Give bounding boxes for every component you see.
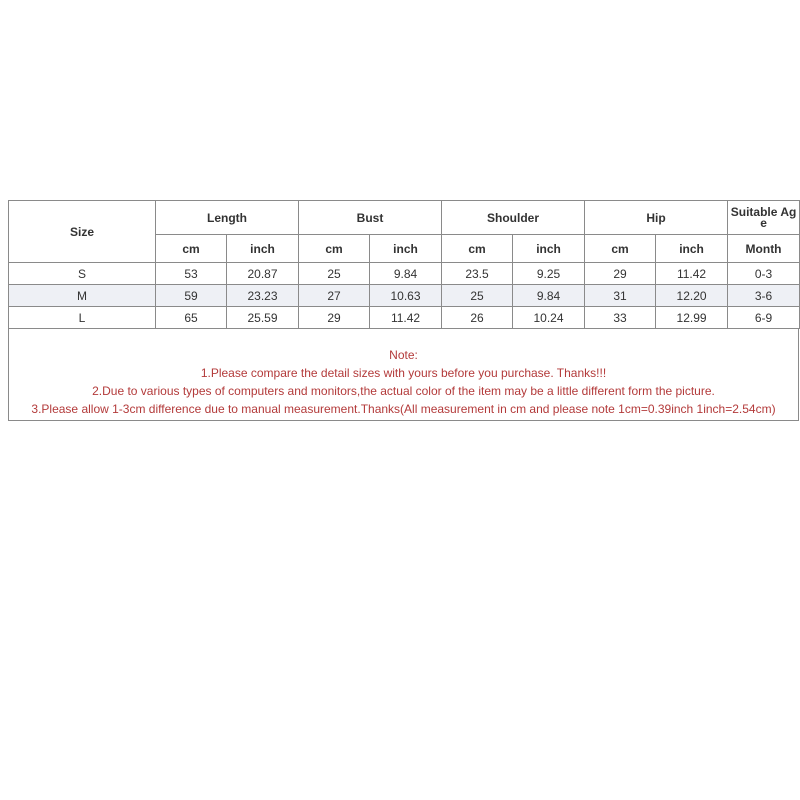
table-cell: M — [9, 285, 156, 307]
table-cell: 25.59 — [227, 307, 299, 329]
suitable-age-header: Suitable Age — [728, 201, 800, 235]
table-cell: 31 — [585, 285, 656, 307]
note-box — [8, 329, 799, 421]
table-cell: 29 — [585, 263, 656, 285]
note-title: Note: — [389, 348, 418, 362]
table-cell: 3-6 — [728, 285, 800, 307]
table-cell: 33 — [585, 307, 656, 329]
unit-header: inch — [513, 235, 585, 263]
table-cell: 65 — [156, 307, 227, 329]
table-cell: 53 — [156, 263, 227, 285]
table-cell: 25 — [442, 285, 513, 307]
size-header: Size — [9, 201, 156, 263]
size-table — [8, 200, 800, 329]
table-row — [9, 307, 800, 329]
note-line: 3.Please allow 1-3cm difference due to manual measurement.Thanks(All measurement in cm and please note 1cm=0.39inch 1inch=2.54cm) — [31, 402, 776, 416]
unit-header: cm — [585, 235, 656, 263]
bust-header: Bust — [299, 201, 442, 235]
table-cell: 10.24 — [513, 307, 585, 329]
unit-header: inch — [656, 235, 728, 263]
table-cell: 11.42 — [370, 307, 442, 329]
table-cell: 12.99 — [656, 307, 728, 329]
table-cell: 27 — [299, 285, 370, 307]
unit-header: cm — [156, 235, 227, 263]
table-cell: 9.84 — [370, 263, 442, 285]
length-header: Length — [156, 201, 299, 235]
note-line: 2.Due to various types of computers and monitors,the actual color of the item may be a little different form the picture. — [92, 384, 715, 398]
table-cell: 23.5 — [442, 263, 513, 285]
table-cell: 29 — [299, 307, 370, 329]
size-chart — [8, 200, 799, 421]
unit-header: inch — [227, 235, 299, 263]
shoulder-header: Shoulder — [442, 201, 585, 235]
table-cell: L — [9, 307, 156, 329]
table-row — [9, 285, 800, 307]
unit-header: Month — [728, 235, 800, 263]
table-cell: S — [9, 263, 156, 285]
header-row — [9, 201, 800, 235]
table-cell: 20.87 — [227, 263, 299, 285]
table-cell: 9.25 — [513, 263, 585, 285]
unit-header: inch — [370, 235, 442, 263]
unit-header: cm — [299, 235, 370, 263]
table-cell: 59 — [156, 285, 227, 307]
table-cell: 6-9 — [728, 307, 800, 329]
table-cell: 9.84 — [513, 285, 585, 307]
hip-header: Hip — [585, 201, 728, 235]
table-cell: 12.20 — [656, 285, 728, 307]
table-cell: 10.63 — [370, 285, 442, 307]
table-cell: 0-3 — [728, 263, 800, 285]
table-cell: 25 — [299, 263, 370, 285]
note-line: 1.Please compare the detail sizes with yours before you purchase. Thanks!!! — [200, 366, 607, 380]
table-row — [9, 263, 800, 285]
unit-header: cm — [442, 235, 513, 263]
table-cell: 11.42 — [656, 263, 728, 285]
table-cell: 23.23 — [227, 285, 299, 307]
table-cell: 26 — [442, 307, 513, 329]
